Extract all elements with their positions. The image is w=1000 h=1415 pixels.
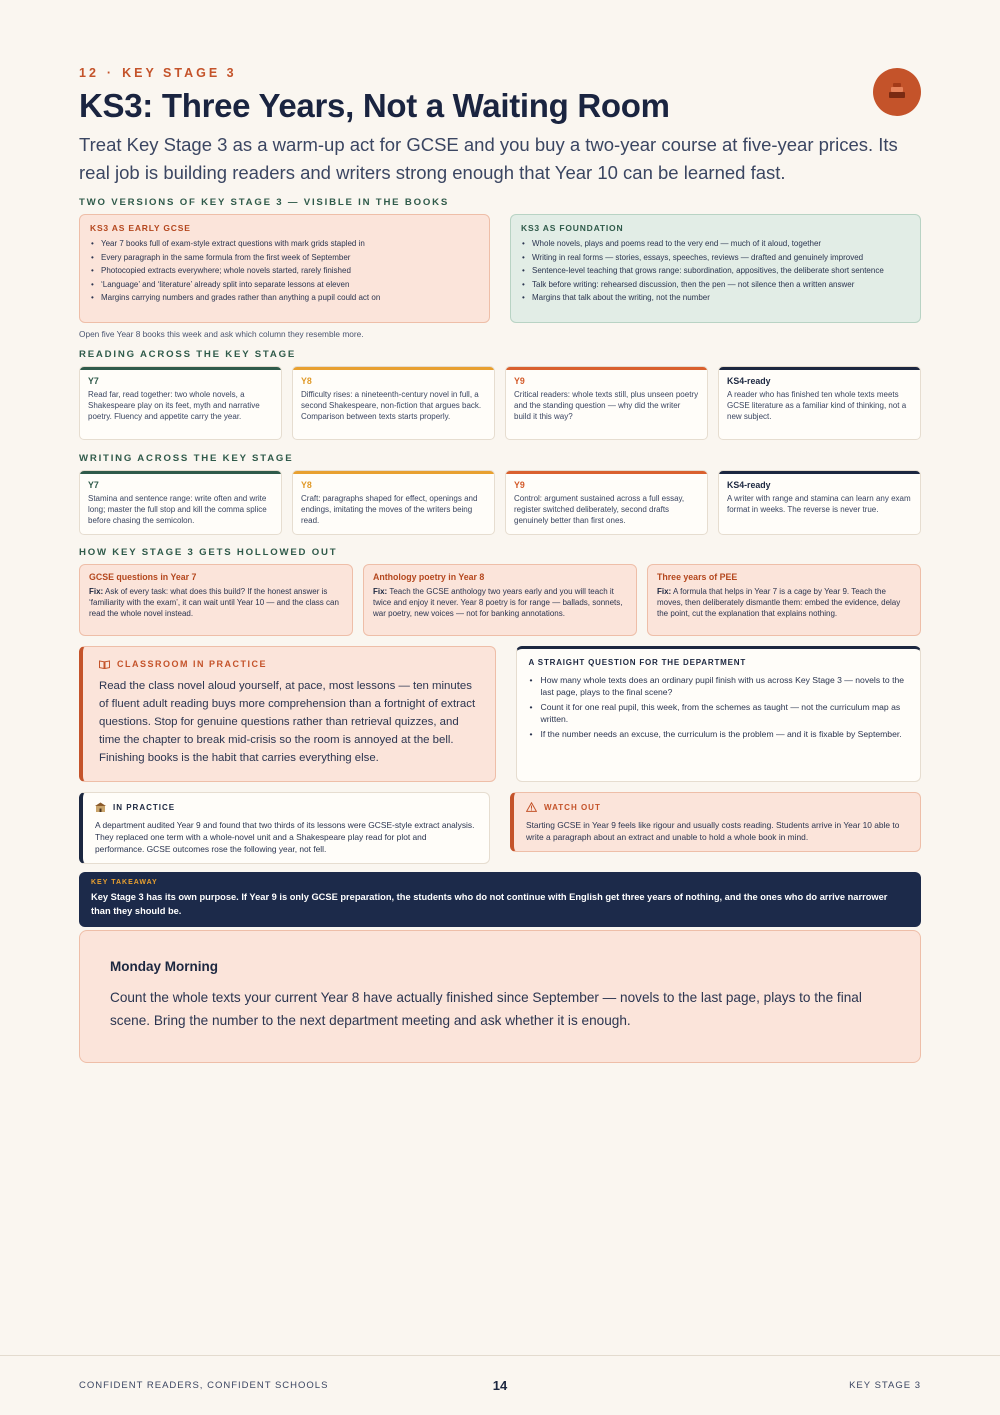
stage-text: Craft: paragraphs shaped for effect, openings and endings, imitating the moves of the writers being read.: [301, 494, 478, 525]
fix-text: A formula that helps in Year 7 is a cage by Year 9. Teach the moves, then deliberately dismantle them: embed the evidence, delay the point, cut the explanation that explains nothing.: [657, 587, 901, 618]
hollowed-cards: [79, 564, 921, 636]
question-list: [529, 674, 909, 740]
reading-stage-y7: [79, 366, 282, 440]
fix-label: Fix:: [657, 587, 672, 596]
versions-columns: [79, 214, 921, 323]
chapter-eyebrow: [79, 66, 921, 80]
foundation-list: [521, 238, 910, 303]
hollow-card: [363, 564, 637, 636]
reading-stage-ks4: [718, 366, 921, 440]
hollow-card-title: Three years of PEE: [657, 572, 738, 582]
chapter-number: 12: [79, 66, 99, 80]
writing-stage-y8: [292, 470, 495, 535]
page-content: [79, 66, 921, 1063]
foundation-box: [510, 214, 921, 323]
list-item: • Margins carrying numbers and grades rather than anything a pupil could act on: [90, 292, 479, 303]
stage-label: Y9: [514, 480, 525, 490]
watch-out-box: [510, 792, 921, 852]
list-item: • Year 7 books full of exam-style extract questions with mark grids stapled in: [90, 238, 479, 249]
reading-stage-y9: [505, 366, 708, 440]
stage-text: Control: argument sustained across a full essay, register switched deliberately, second drafts genuinely better than first ones.: [514, 494, 685, 525]
list-item: • Sentence-level teaching that grows range: subordination, appositives, the deliberate short sentence: [521, 265, 910, 276]
reading-stages: [79, 366, 921, 440]
versions-heading: TWO VERSIONS OF KEY STAGE 3 — VISIBLE IN THE BOOKS: [79, 197, 450, 208]
chapter-label: KEY STAGE 3: [122, 66, 237, 80]
fix-label: Fix:: [89, 587, 104, 596]
hollow-card-fix: [373, 586, 627, 619]
stage-label: Y9: [514, 376, 525, 386]
classroom-text: Read the class novel aloud yourself, at pace, most lessons — ten minutes of fluent adult reading buys more comprehension than a fortnight of extract questions. Stop for genuine questions rather than retrieval quizzes, and time the chapter to break mid-crisis so the room is annoyed at the bell. Finishing books is the habit that carries everything else.: [99, 680, 476, 764]
key-takeaway: [79, 872, 921, 927]
page-title: KS3: Three Years, Not a Waiting Room: [79, 87, 670, 124]
list-item: • Writing in real forms — stories, essays, speeches, reviews — drafted and genuinely improved: [521, 252, 910, 263]
department-question: [516, 646, 922, 782]
writing-stage-y9: [505, 470, 708, 535]
hollow-card-title: GCSE questions in Year 7: [89, 572, 197, 582]
stage-text: Stamina and sentence range: write often and write long; master the full stop and kill the comma splice before chasing the semicolon.: [88, 494, 267, 525]
versions-note: Open five Year 8 books this week and ask which column they resemble more.: [79, 329, 364, 339]
reading-stage-y8: [292, 366, 495, 440]
footer-chapter: KEY STAGE 3: [849, 1380, 921, 1391]
list-item: • If the number needs an excuse, the curriculum is the problem — and it is fixable by September.: [529, 728, 909, 740]
writing-heading: WRITING ACROSS THE KEY STAGE: [79, 453, 294, 464]
stage-text: Critical readers: whole texts still, plus unseen poetry and the standing question — why did the writer build it this way?: [514, 390, 699, 421]
monday-title: Monday Morning: [110, 959, 218, 974]
takeaway-label: KEY TAKEAWAY: [91, 879, 158, 886]
hollow-card-fix: [657, 586, 911, 619]
stage-label: Y7: [88, 480, 99, 490]
classroom-title: CLASSROOM IN PRACTICE: [117, 659, 268, 669]
fix-label: Fix:: [373, 587, 388, 596]
stage-text: A reader who has finished ten whole texts meets GCSE literature as a familiar kind of thinking, not a new subject.: [727, 390, 907, 421]
warning-icon: [526, 802, 537, 812]
hollow-card-fix: [89, 586, 343, 619]
list-item: • Talk before writing: rehearsed discussion, then the pen — not silence then a written answer: [521, 279, 910, 290]
question-title: A STRAIGHT QUESTION FOR THE DEPARTMENT: [528, 658, 747, 667]
page-number: 14: [492, 1378, 508, 1393]
writing-stages: [79, 470, 921, 535]
stage-text: Difficulty rises: a nineteenth-century novel in full, a second Shakespeare, non-fiction that argues back. Comparison between texts starts properly.: [301, 390, 482, 421]
stage-label: Y8: [301, 376, 312, 386]
stage-label: Y8: [301, 480, 312, 490]
practice-watch-row: [79, 792, 921, 864]
fix-text: Ask of every task: what does this build? If the honest answer is ‘familiarity with the exam’, it can wait until Year 10 — and the class can read the whole novel instead.: [89, 587, 339, 618]
stage-label: Y7: [88, 376, 99, 386]
page-footer: [0, 1355, 1000, 1415]
stage-label: KS4-ready: [727, 376, 771, 386]
writing-stage-y7: [79, 470, 282, 535]
hollowed-heading: HOW KEY STAGE 3 GETS HOLLOWED OUT: [79, 547, 338, 558]
stage-text: Read far, read together: two whole novels, a Shakespeare play on its feet, myth and narrative poetry. Fluency and appetite carry the year.: [88, 390, 260, 421]
foundation-title: KS3 AS FOUNDATION: [521, 223, 624, 233]
early-gcse-title: KS3 AS EARLY GCSE: [90, 223, 191, 233]
book-icon: [99, 660, 110, 669]
in-practice-heading: [95, 802, 477, 812]
watch-out-title: WATCH OUT: [544, 802, 601, 812]
list-item: • Photocopied extracts everywhere; whole novels started, rarely finished: [90, 265, 479, 276]
lead-paragraph: Treat Key Stage 3 as a warm-up act for GCSE and you buy a two-year course at five-year prices. Its real job is building readers and writers strong enough that Year 10 can be learned fast.: [79, 134, 898, 183]
in-practice-title: IN PRACTICE: [113, 802, 176, 812]
monday-text: Count the whole texts your current Year 8 have actually finished since September — novels to the last page, plays to the final scene. Bring the number to the next department meeting and ask whether it is enough.: [110, 990, 862, 1028]
in-practice-text: A department audited Year 9 and found that two thirds of its lessons were GCSE-style extract analysis. They replaced one term with a whole-novel unit and a Shakespeare play read for plot and performance. GCSE outcomes rose the following year, not fell.: [95, 820, 475, 854]
classroom-question-row: [79, 646, 921, 782]
early-gcse-list: [90, 238, 479, 303]
takeaway-text: Key Stage 3 has its own purpose. If Year 9 is only GCSE preparation, the students who do not continue with English get three years of nothing, and the ones who do arrive narrower than they should be.: [91, 892, 888, 916]
stage-label: KS4-ready: [727, 480, 771, 490]
fix-text: Teach the GCSE anthology two years early and you will teach it twice and enjoy it never. Year 8 poetry is for range — ballads, sonnets, war poetry, new voices — not for banking annotations.: [373, 587, 623, 618]
hollow-card: [647, 564, 921, 636]
early-gcse-box: [79, 214, 490, 323]
watch-out-heading: [526, 802, 908, 812]
classroom-in-practice: [79, 646, 496, 782]
in-practice-box: [79, 792, 490, 864]
list-item: • ‘Language’ and ‘literature’ already split into separate lessons at eleven: [90, 279, 479, 290]
list-item: • Whole novels, plays and poems read to the very end — much of it aloud, together: [521, 238, 910, 249]
classroom-heading: [99, 659, 479, 669]
reading-heading: READING ACROSS THE KEY STAGE: [79, 349, 297, 360]
hollow-card-title: Anthology poetry in Year 8: [373, 572, 485, 582]
stage-text: A writer with range and stamina can learn any exam format in weeks. The reverse is never true.: [727, 494, 911, 514]
writing-stage-ks4: [718, 470, 921, 535]
watch-out-text: Starting GCSE in Year 9 feels like rigour and usually costs reading. Students arrive in Year 10 able to write a paragraph about an extract and unable to hold a whole book in mind.: [526, 820, 900, 842]
list-item: • Margins that talk about the writing, not the number: [521, 292, 910, 303]
list-item: • Every paragraph in the same formula from the first week of September: [90, 252, 479, 263]
eyebrow-separator: ·: [106, 66, 115, 80]
monday-morning: [79, 930, 921, 1063]
footer-book-title: CONFIDENT READERS, CONFIDENT SCHOOLS: [79, 1380, 329, 1391]
school-icon: [95, 802, 106, 812]
hollow-card: [79, 564, 353, 636]
list-item: • How many whole texts does an ordinary pupil finish with us across Key Stage 3 — novels to the last page, plays to the final scene?: [529, 674, 909, 698]
list-item: • Count it for one real pupil, this week, from the schemes as taught — not the curriculum map as written.: [529, 701, 909, 725]
